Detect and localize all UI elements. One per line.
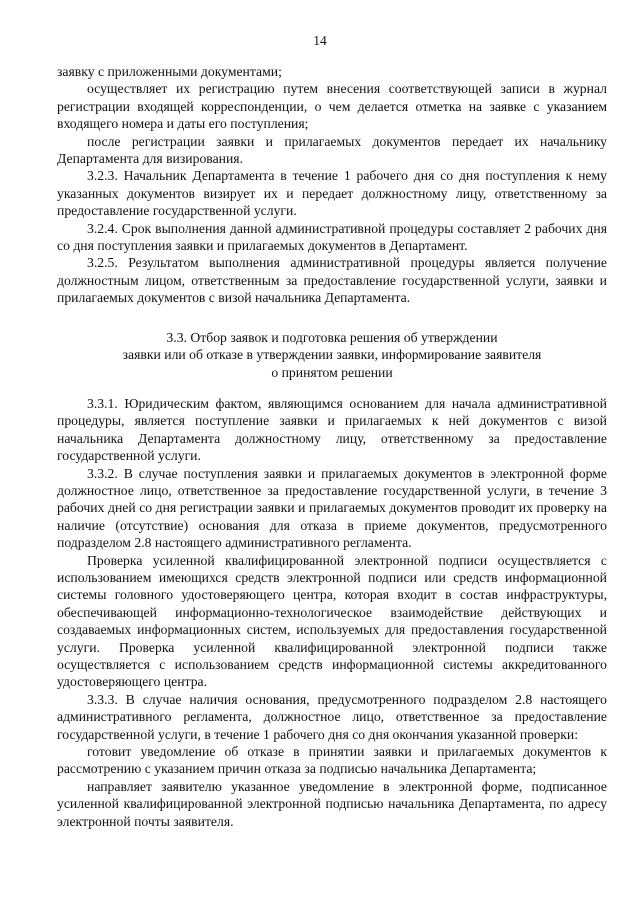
paragraph: 3.2.3. Начальник Департамента в течение 1 рабочего дня со дня поступления к нему указанных документов визирует их и передает должностному лицу, ответственному за предоставление государственной услуги.	[57, 168, 607, 219]
paragraph: Проверка усиленной квалифицированной электронной подписи осуществляется с использованием имеющихся средств электронной подписи или средств информационной системы головного удостоверяющего центра, которая входит в состав инфраструктуры, обеспечивающей информационно-технологическое взаимодействие действующих и создаваемых информационных систем, используемых для предоставления государственной услуги. Проверка усиленной квалифицированной электронной подписи также осуществляется с использованием средств информационной системы аккредитованного удостоверяющего центра.	[57, 552, 607, 690]
paragraph: 3.3.1. Юридическим фактом, являющимся основанием для начала административной процедуры, является поступление заявки и прилагаемых к ней документов с визой начальника Департамента должностному лицу, ответственному за предоставление государственной услуги.	[57, 395, 607, 464]
document-body	[57, 63, 607, 830]
section-heading-line: о принятом решении	[271, 364, 393, 380]
paragraph: 3.3.3. В случае наличия основания, предусмотренного подразделом 2.8 настоящего административного регламента, должностное лицо, ответственное за предоставление государственной услуги, в течение 1 рабочего дня со дня окончания указанной проверки:	[57, 691, 607, 742]
paragraph: направляет заявителю указанное уведомление в электронной форме, подписанное усиленной квалифицированной электронной подписью начальника Департамента, по адресу электронной почты заявителя.	[57, 778, 607, 829]
paragraph: 3.3.2. В случае поступления заявки и прилагаемых документов в электронной форме должностное лицо, ответственное за предоставление государственной услуги, в течение 3 рабочих дней со дня регистрации заявки и прилагаемых документов проводит их проверку на наличие (отсутствие) основания для отказа в приеме документов, предусмотренного подразделом 2.8 настоящего административного регламента.	[57, 465, 607, 551]
paragraph: готовит уведомление об отказе в принятии заявки и прилагаемых документов к рассмотрению с указанием причин отказа за подписью начальника Департамента;	[57, 744, 607, 777]
paragraph: после регистрации заявки и прилагаемых документов передает их начальнику Департамента для визирования.	[57, 133, 607, 167]
paragraph: заявку с приложенными документами;	[57, 64, 282, 79]
section-heading	[57, 329, 607, 381]
section-heading-line: 3.3. Отбор заявок и подготовка решения об утверждении	[166, 329, 498, 345]
paragraph: 3.2.5. Результатом выполнения административной процедуры является получение должностным лицом, ответственным за предоставление государственной услуги, заявки и прилагаемых документов с визой начальника Департамента.	[57, 255, 607, 306]
section-heading-line: заявки или об отказе в утверждении заявки, информирование заявителя	[122, 347, 542, 363]
paragraph: 3.2.4. Срок выполнения данной административной процедуры составляет 2 рабочих дня со дня поступления заявки и прилагаемых документов в Департамент.	[57, 220, 607, 254]
page-number: 14	[313, 33, 327, 48]
paragraph: осуществляет их регистрацию путем внесения соответствующей записи в журнал регистрации входящей корреспонденции, о чем делается отметка на заявке с указанием входящего номера и даты его поступления;	[57, 81, 607, 132]
